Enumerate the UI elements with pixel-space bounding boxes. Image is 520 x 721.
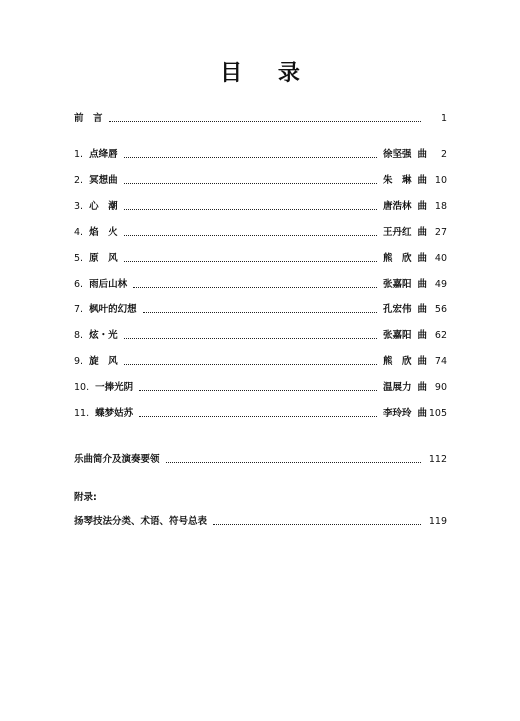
page-number: 2: [440, 149, 447, 160]
entry-suffix: 曲: [417, 200, 427, 212]
page-number: 90: [434, 382, 447, 394]
page-number: 62: [434, 330, 447, 342]
entry-suffix: 曲: [417, 408, 427, 419]
leader-dots: [133, 286, 377, 288]
entry-composer: 唐浩林: [382, 200, 412, 212]
leader-dots: [124, 156, 377, 158]
entry-number: 1.: [74, 149, 84, 160]
page-number: 10: [434, 174, 447, 186]
entry-composer: 李玲玲: [382, 408, 412, 419]
entry-composer: 熊 欣: [382, 356, 412, 368]
entry-suffix: 曲: [417, 356, 427, 368]
leader-dots: [124, 208, 377, 210]
entry-title: 蝶梦姑苏: [95, 408, 134, 419]
entry-number: 4.: [74, 226, 84, 238]
toc-row-intro[interactable]: [74, 452, 447, 468]
page-number: 56: [434, 304, 447, 316]
leader-dots: [143, 311, 377, 313]
entry-title: 雨后山林: [89, 278, 128, 290]
toc-entry[interactable]: [74, 225, 447, 241]
entry-composer: 熊 欣: [382, 252, 412, 264]
entry-suffix: 曲: [417, 304, 427, 316]
toc-row-appendix[interactable]: [74, 514, 447, 530]
appendix-heading: 附录:: [74, 492, 97, 503]
entry-number: 7.: [74, 304, 84, 316]
page-number: 27: [434, 226, 447, 238]
toc-entry[interactable]: [74, 199, 447, 215]
entry-composer: 孔宏伟: [382, 304, 412, 316]
entry-suffix: 曲: [417, 226, 427, 238]
leader-dots: [166, 461, 421, 463]
toc-entry[interactable]: [74, 354, 447, 370]
toc-label: 扬琴技法分类、术语、符号总表: [74, 516, 208, 527]
toc-label: 前 言: [74, 113, 103, 124]
entry-number: 11.: [74, 408, 90, 419]
entry-title: 冥想曲: [89, 174, 118, 186]
toc-entry[interactable]: [74, 302, 447, 318]
entry-number: 10.: [74, 382, 90, 394]
leader-dots: [124, 234, 377, 236]
toc-entry[interactable]: [74, 406, 447, 422]
page-number: 105: [428, 408, 447, 419]
entry-number: 9.: [74, 356, 84, 368]
page-number: 74: [434, 356, 447, 368]
leader-dots: [139, 415, 377, 417]
toc-entry[interactable]: [74, 173, 447, 189]
toc-entry[interactable]: [74, 251, 447, 267]
entry-title: 焰 火: [89, 226, 118, 238]
leader-dots: [139, 389, 377, 391]
leader-dots: [124, 182, 377, 184]
leader-dots: [124, 337, 377, 339]
entry-composer: 张嘉阳: [382, 330, 412, 342]
entry-suffix: 曲: [417, 149, 427, 160]
entry-title: 炫・光: [89, 330, 118, 342]
entry-number: 2.: [74, 174, 84, 186]
entry-number: 3.: [74, 200, 84, 212]
entry-composer: 王丹红: [382, 226, 412, 238]
leader-dots: [109, 120, 421, 122]
toc-entry[interactable]: [74, 277, 447, 293]
entry-title: 旋 风: [89, 356, 118, 368]
entry-number: 8.: [74, 330, 84, 342]
entry-title: 点绛唇: [89, 149, 118, 160]
page-number: 1: [440, 113, 447, 124]
entry-number: 6.: [74, 278, 84, 290]
toc-label: 乐曲简介及演奏要领: [74, 454, 160, 465]
toc-entry[interactable]: [74, 147, 447, 163]
toc-entry[interactable]: [74, 328, 447, 344]
entry-title: 一捧光阴: [95, 382, 134, 394]
entry-suffix: 曲: [417, 382, 427, 394]
page-number: 40: [434, 252, 447, 264]
entry-suffix: 曲: [417, 252, 427, 264]
entry-number: 5.: [74, 252, 84, 264]
entry-composer: 朱 琳: [382, 174, 412, 186]
entry-composer: 温展力: [382, 382, 412, 394]
leader-dots: [213, 523, 421, 525]
entry-title: 心 潮: [89, 200, 118, 212]
entry-composer: 张嘉阳: [382, 278, 412, 290]
page-title: 目 录: [220, 61, 314, 86]
page-number: 18: [434, 200, 447, 212]
entry-title: 枫叶的幻想: [89, 304, 137, 316]
page-number: 49: [434, 278, 447, 290]
page-number: 112: [428, 454, 447, 465]
leader-dots: [124, 260, 377, 262]
entry-suffix: 曲: [417, 278, 427, 290]
page-number: 119: [428, 516, 447, 527]
toc-entry[interactable]: [74, 380, 447, 396]
entry-suffix: 曲: [417, 330, 427, 342]
entry-suffix: 曲: [417, 174, 427, 186]
leader-dots: [124, 363, 377, 365]
toc-row-preface[interactable]: [74, 111, 447, 127]
entry-composer: 徐坚强: [382, 149, 412, 160]
entry-title: 原 风: [89, 252, 118, 264]
